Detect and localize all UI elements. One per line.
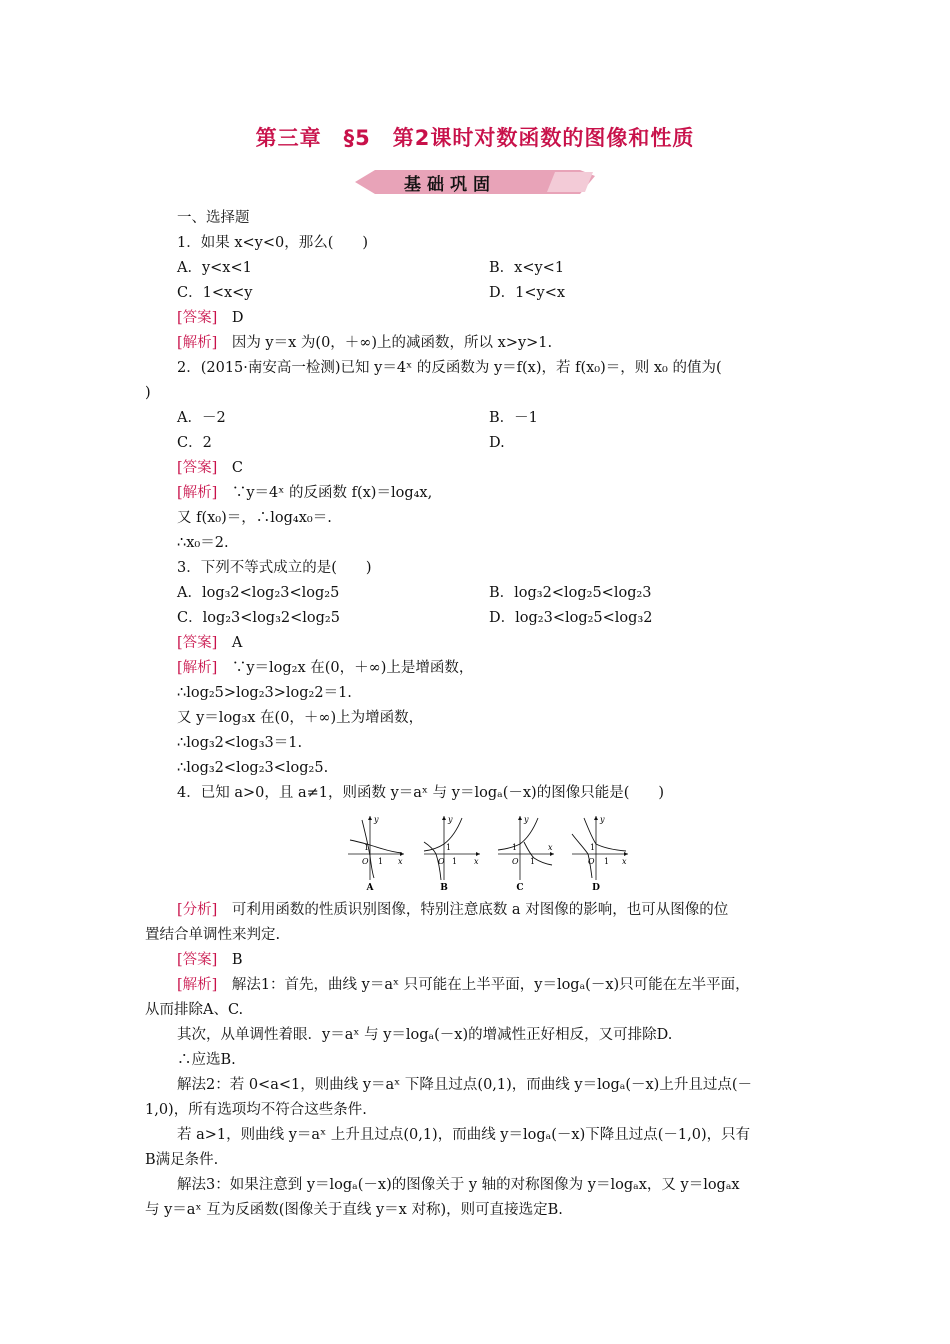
graph-panel-b bbox=[424, 815, 480, 893]
q2-explanation bbox=[177, 483, 432, 503]
answer-text: C bbox=[217, 460, 243, 476]
answer-tag: [答案] bbox=[177, 460, 218, 476]
question-2-cont: ) bbox=[145, 385, 151, 401]
q2-option-c: C．2 bbox=[177, 435, 212, 451]
q3-explanation-2: ∴log₂5>log₂3>log₂2＝1. bbox=[177, 685, 352, 701]
answer-tag: [答案] bbox=[177, 310, 218, 326]
q3-option-c: C．log₂3<log₃2<log₂5 bbox=[177, 610, 340, 626]
q4-explanation-8: B满足条件. bbox=[145, 1152, 219, 1168]
origin-label: O bbox=[362, 857, 369, 866]
answer-text: B bbox=[217, 952, 243, 968]
q1-option-b: B．x<y<1 bbox=[489, 260, 565, 276]
origin-label: O bbox=[512, 857, 519, 866]
origin-label: O bbox=[438, 857, 445, 866]
tick-label: 1 bbox=[604, 857, 610, 866]
answer-tag: [答案] bbox=[177, 952, 218, 968]
explanation-tag: [解析] bbox=[177, 660, 218, 676]
q2-option-b: B．－1 bbox=[489, 410, 538, 426]
graph-panel-a bbox=[348, 815, 404, 893]
axis-y-label: y bbox=[448, 815, 453, 824]
q4-explanation-6: 1,0)，所有选项均不符合这些条件. bbox=[145, 1102, 367, 1118]
q1-answer bbox=[177, 308, 243, 328]
answer-text: A bbox=[217, 635, 243, 651]
axis-x-label: x bbox=[622, 857, 627, 866]
q1-explanation bbox=[177, 333, 552, 353]
explanation-text: ∵y＝log₂x 在(0，＋∞)上是增函数， bbox=[217, 660, 474, 676]
question-4: 4．已知 a>0，且 a≠1，则函数 y＝aˣ 与 y＝logₐ(－x)的图像只能是( ) bbox=[177, 785, 665, 801]
q4-answer bbox=[177, 950, 242, 970]
q4-explanation-9: 解法3：如果注意到 y＝logₐ(－x)的图像关于 y 轴的对称图像为 y＝logₐx，又 y＝logₐx bbox=[177, 1177, 740, 1193]
answer-tag: [答案] bbox=[177, 635, 218, 651]
axis-x-label: x bbox=[474, 857, 479, 866]
q4-explanation-4: ∴应选B. bbox=[177, 1052, 236, 1068]
axis-y-label: y bbox=[600, 815, 605, 824]
explanation-tag: [解析] bbox=[177, 335, 218, 351]
q1-option-d: D．1<y<x bbox=[489, 285, 566, 301]
section-heading: 一、选择题 bbox=[177, 210, 250, 226]
explanation-tag: [解析] bbox=[177, 485, 218, 501]
panel-label: A bbox=[366, 883, 374, 893]
explanation-text: ∵y＝4ˣ 的反函数 f(x)＝log₄x, bbox=[217, 485, 433, 501]
q2-explanation-2: 又 f(x₀)＝，∴log₄x₀＝. bbox=[177, 510, 332, 526]
panel-label: B bbox=[440, 883, 448, 893]
q3-option-b: B．log₃2<log₂5<log₂3 bbox=[489, 585, 652, 601]
q2-option-d: D. bbox=[489, 435, 505, 451]
analysis-text: 可利用函数的性质识别图像，特别注意底数 a 对图像的影响，也可从图像的位 bbox=[217, 902, 729, 918]
tick-label: 1 bbox=[530, 857, 536, 866]
panel-label: C bbox=[516, 883, 524, 893]
page-title: 第三章 §5 第2课时对数函数的图像和性质 bbox=[255, 126, 695, 150]
tick-label: 1 bbox=[590, 843, 596, 852]
q4-explanation-5: 解法2：若 0<a<1，则曲线 y＝aˣ 下降且过点(0,1)，而曲线 y＝logₐ(－x)上升且过点(－ bbox=[177, 1077, 752, 1093]
q4-explanation-3: 其次，从单调性着眼．y＝aˣ 与 y＝logₐ(－x)的增减性正好相反，又可排除D. bbox=[177, 1027, 673, 1043]
q4-explanation-2: 从而排除A、C. bbox=[145, 1002, 244, 1018]
graph-panel-c bbox=[498, 815, 554, 893]
q4-explanation-7: 若 a>1，则曲线 y＝aˣ 上升且过点(0,1)，而曲线 y＝logₐ(－x)下降且过点(－1,0)，只有 bbox=[177, 1127, 751, 1143]
origin-label: O bbox=[588, 857, 595, 866]
panel-label: D bbox=[592, 883, 600, 893]
tick-label: 1 bbox=[364, 843, 370, 852]
q3-explanation-5: ∴log₃2<log₂3<log₂5. bbox=[177, 760, 329, 776]
axis-x-label: x bbox=[398, 857, 403, 866]
tick-label: 1 bbox=[446, 843, 452, 852]
q4-analysis bbox=[177, 900, 728, 920]
q3-option-a: A．log₃2<log₂3<log₂5 bbox=[177, 585, 340, 601]
q1-option-a: A．y<x<1 bbox=[177, 260, 252, 276]
question-1: 1．如果 x<y<0，那么( ) bbox=[177, 235, 369, 251]
q3-explanation-4: ∴log₃2<log₃3＝1. bbox=[177, 735, 303, 751]
q2-option-a: A．－2 bbox=[177, 410, 226, 426]
axis-x-label: x bbox=[548, 843, 553, 852]
analysis-tag: [分析] bbox=[177, 902, 218, 918]
q4-analysis-2: 置结合单调性来判定. bbox=[145, 927, 281, 943]
q3-answer bbox=[177, 633, 242, 653]
q4-explanation bbox=[177, 975, 750, 995]
tick-label: 1 bbox=[452, 857, 458, 866]
graph-panel-d bbox=[572, 815, 628, 893]
axis-y-label: y bbox=[524, 815, 529, 824]
tick-label: 1 bbox=[512, 843, 518, 852]
tick-label: 1 bbox=[378, 857, 384, 866]
axis-y-label: y bbox=[374, 815, 379, 824]
q3-option-d: D．log₂3<log₂5<log₃2 bbox=[489, 610, 653, 626]
explanation-text: 因为 y＝x 为(0，＋∞)上的减函数，所以 x>y>1. bbox=[217, 335, 553, 351]
q2-explanation-3: ∴x₀＝2. bbox=[177, 535, 229, 551]
q3-explanation bbox=[177, 658, 473, 678]
q4-explanation-10: 与 y＝aˣ 互为反函数(图像关于直线 y＝x 对称)，则可直接选定B. bbox=[145, 1202, 563, 1218]
q1-option-c: C．1<x<y bbox=[177, 285, 253, 301]
q4-graphs-figure bbox=[340, 812, 640, 894]
answer-text: D bbox=[217, 310, 244, 326]
explanation-tag: [解析] bbox=[177, 977, 218, 993]
question-3: 3．下列不等式成立的是( ) bbox=[177, 560, 372, 576]
section-banner-label: 基础巩固 bbox=[404, 175, 496, 195]
explanation-text: 解法1：首先，曲线 y＝aˣ 只可能在上半平面，y＝logₐ(－x)只可能在左半平面， bbox=[217, 977, 750, 993]
question-2: 2．(2015·南安高一检测)已知 y＝4ˣ 的反函数为 y＝f(x)，若 f(x₀)＝，则 x₀ 的值为( bbox=[177, 360, 722, 376]
q2-answer bbox=[177, 458, 243, 478]
q3-explanation-3: 又 y＝log₃x 在(0，＋∞)上为增函数， bbox=[177, 710, 424, 726]
